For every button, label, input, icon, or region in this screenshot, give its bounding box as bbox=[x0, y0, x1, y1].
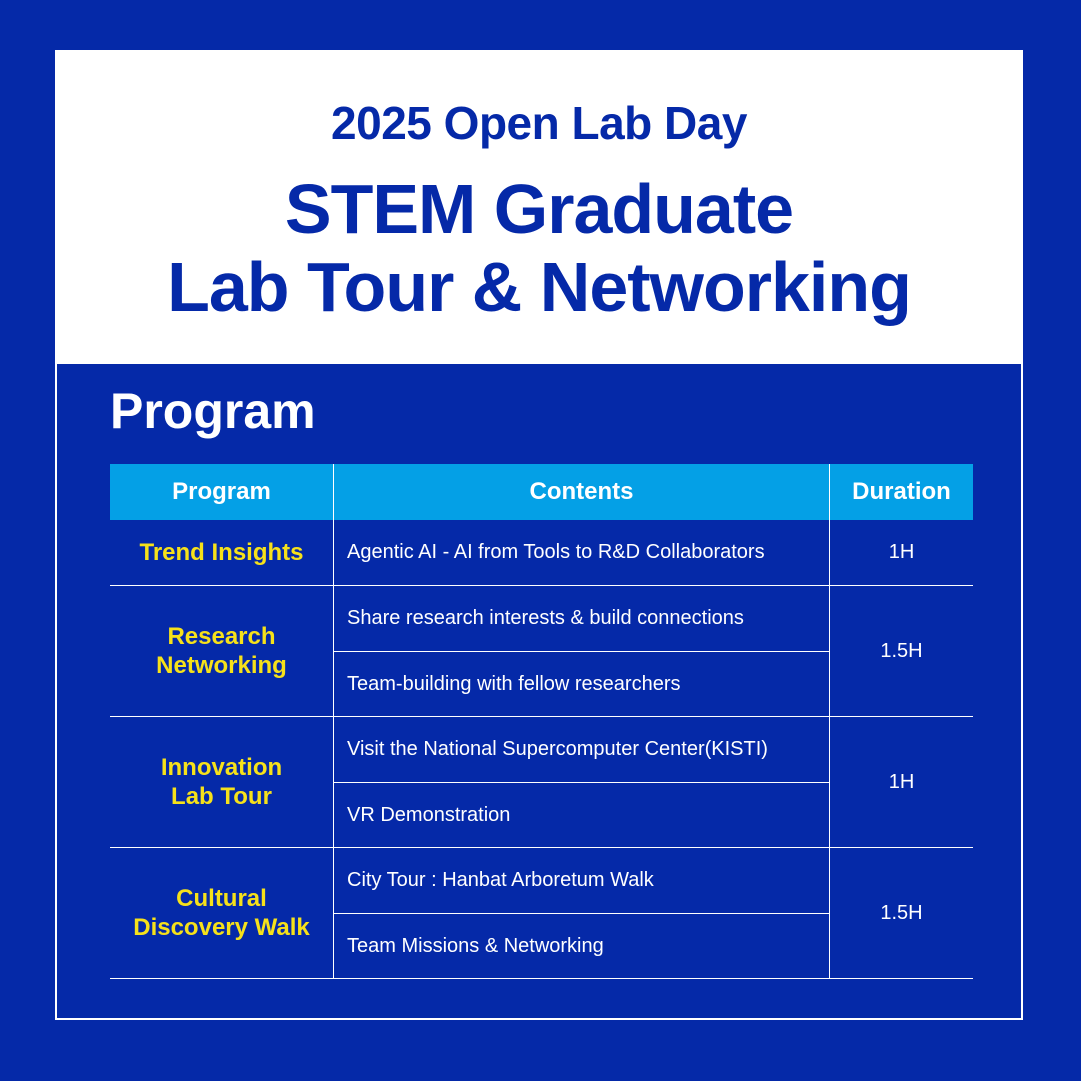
content-item: Agentic AI - AI from Tools to R&D Collaborators bbox=[347, 541, 765, 563]
event-eyebrow: 2025 Open Lab Day bbox=[331, 97, 747, 149]
program-name-line-2: Lab Tour bbox=[171, 783, 272, 810]
contents-cell bbox=[334, 520, 830, 585]
content-item: City Tour : Hanbat Arboretum Walk bbox=[347, 869, 654, 891]
program-name-line-1: Innovation bbox=[160, 754, 283, 781]
table-row-trend-insights bbox=[110, 520, 973, 586]
content-item: Team Missions & Networking bbox=[334, 913, 829, 978]
poster-frame bbox=[55, 50, 1023, 1020]
duration-cell: 1H bbox=[888, 541, 915, 563]
contents-cell bbox=[334, 586, 830, 716]
table-row-cultural-discovery-walk bbox=[110, 848, 973, 979]
contents-cell bbox=[334, 717, 830, 847]
duration-cell: 1.5H bbox=[880, 901, 923, 924]
program-cell bbox=[110, 717, 334, 847]
header-panel bbox=[57, 52, 1021, 364]
event-headline bbox=[57, 170, 1021, 326]
duration-cell: 1H bbox=[888, 770, 915, 793]
content-item: Team-building with fellow researchers bbox=[334, 651, 829, 716]
program-name-line-2: Discovery Walk bbox=[133, 914, 310, 941]
content-item: Visit the National Supercomputer Center(KISTI) bbox=[347, 738, 768, 760]
program-cell bbox=[110, 520, 334, 585]
program-cell bbox=[110, 586, 334, 716]
column-header-contents: Contents bbox=[334, 464, 830, 520]
column-header-program: Program bbox=[110, 464, 334, 520]
content-item: Share research interests & build connections bbox=[347, 607, 744, 629]
program-name-line-2: Networking bbox=[156, 652, 287, 679]
program-name-line-1: Cultural bbox=[176, 885, 267, 912]
section-title: Program bbox=[110, 383, 316, 439]
table-row-research-networking bbox=[110, 586, 973, 717]
headline-line-1: STEM Graduate bbox=[284, 170, 794, 248]
program-table bbox=[110, 464, 973, 979]
table-row-innovation-lab-tour bbox=[110, 717, 973, 848]
program-name: Trend Insights bbox=[139, 539, 304, 566]
content-item: VR Demonstration bbox=[334, 782, 829, 847]
headline-line-2: Lab Tour & Networking bbox=[167, 248, 911, 326]
table-header bbox=[110, 464, 973, 520]
program-name-line-1: Research bbox=[167, 623, 276, 650]
column-header-duration: Duration bbox=[852, 478, 951, 505]
contents-cell bbox=[334, 848, 830, 978]
program-cell bbox=[110, 848, 334, 978]
duration-cell: 1.5H bbox=[880, 639, 923, 662]
